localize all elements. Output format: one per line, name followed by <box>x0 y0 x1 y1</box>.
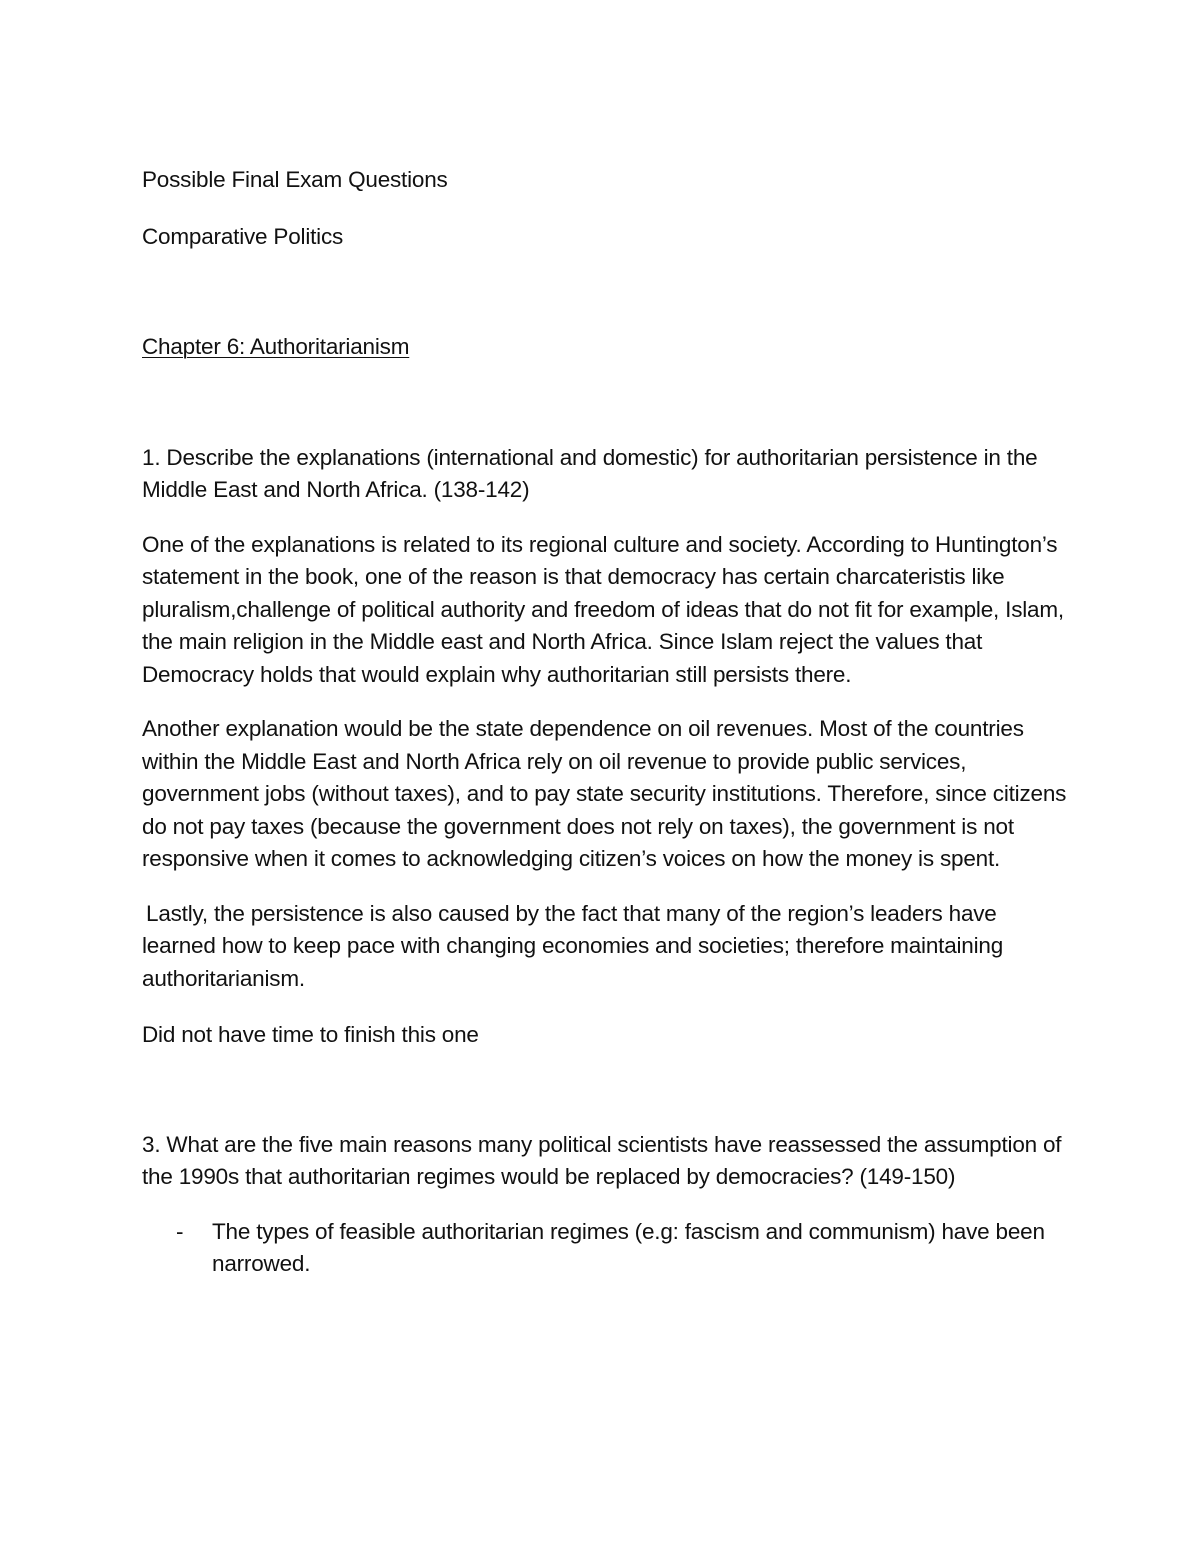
list-item-text: The types of feasible authoritarian regimes (e.g: fascism and communism) have been narrowed. <box>212 1218 1045 1276</box>
dash-bullet-icon: - <box>176 1218 184 1244</box>
reasons-list <box>142 1216 1072 1281</box>
document-title: Possible Final Exam Questions <box>142 167 448 192</box>
answer-paragraph-1: One of the explanations is related to its regional culture and society. According to Huntington’s statement in the book, one of the reason is that democracy has certain charcateristis like pluralism,challenge of political authority and freedom of ideas that do not fit for example, Islam, the main religion in the Middle east and North Africa. Since Islam reject the values that Democracy holds that would explain why authoritarian still persists there. <box>142 531 1064 687</box>
answer-paragraph-2: Another explanation would be the state dependence on oil revenues. Most of the countries within the Middle East and North Africa rely on oil revenue to provide public services, government jobs (without taxes), and to pay state security institutions. Therefore, since citizens do not pay taxes (because the government does not rely on taxes), the government is not responsive when it comes to acknowledging citizen’s voices on how the money is spent. <box>142 716 1067 871</box>
unfinished-note: Did not have time to finish this one <box>142 1022 479 1047</box>
document-subtitle: Comparative Politics <box>142 223 344 249</box>
chapter-heading: Chapter 6: Authoritarianism <box>142 334 410 359</box>
document-body <box>142 164 1072 1281</box>
question-1: 1. Describe the explanations (international and domestic) for authoritarian persistence in the Middle East and North Africa. (138-142) <box>142 444 1038 502</box>
list-item <box>142 1216 1072 1281</box>
answer-paragraph-3: Lastly, the persistence is also caused by the fact that many of the region’s leaders have learned how to keep pace with changing economies and societies; therefore maintaining authoritarianism. <box>142 900 1004 991</box>
question-3: 3. What are the five main reasons many political scientists have reassessed the assumption of the 1990s that authoritarian regimes would be replaced by democracies? (149-150) <box>142 1131 1062 1189</box>
